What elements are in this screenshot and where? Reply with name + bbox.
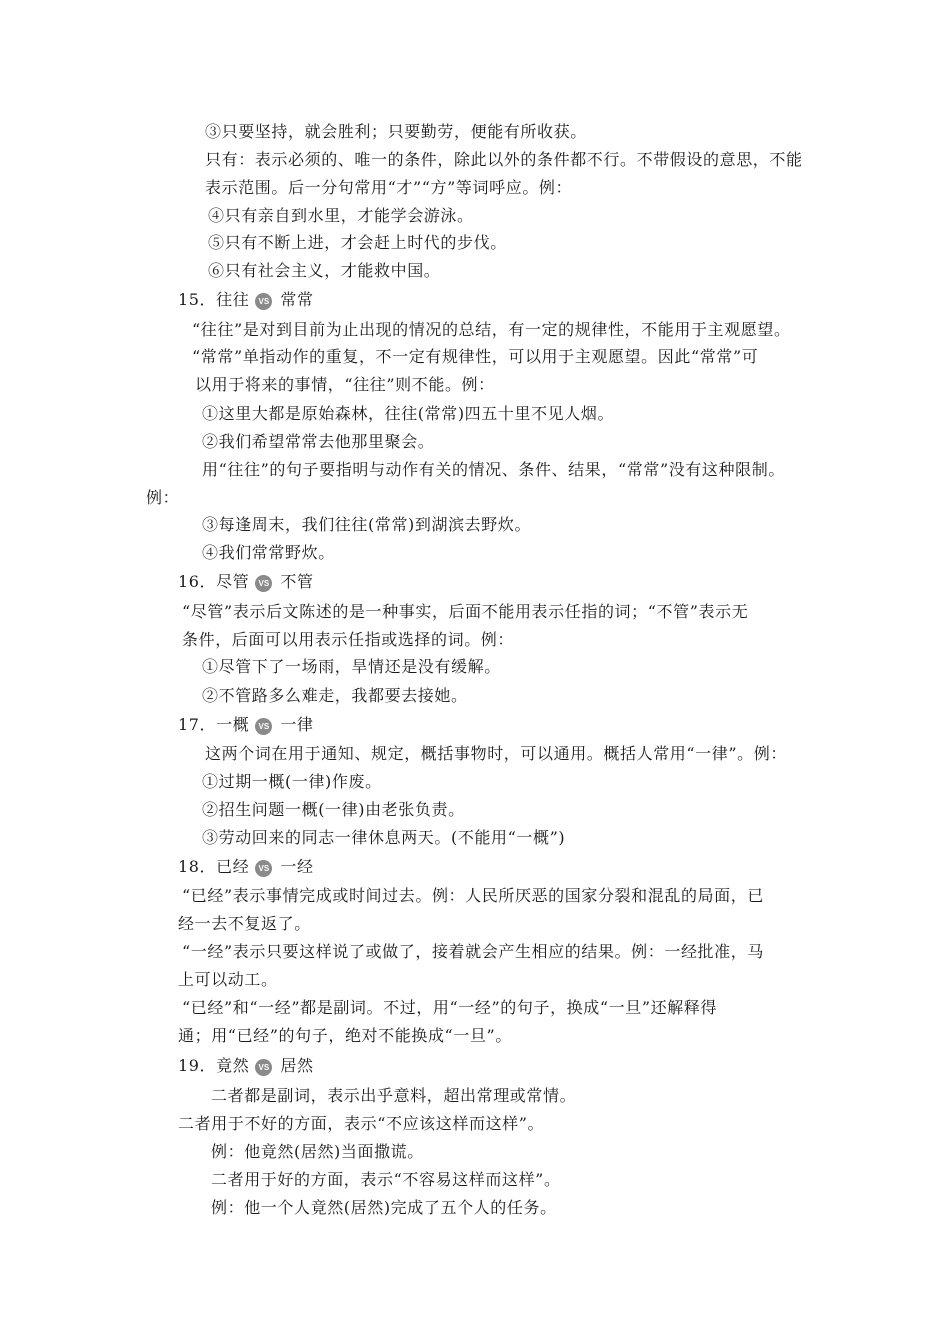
text-line: 二者用于不好的方面，表示“不应该这样而这样”。 [178, 1114, 545, 1133]
text-line: ④我们常常野炊。 [202, 543, 335, 562]
text-line: ①尽管下了一场雨，旱情还是没有缓解。 [202, 657, 501, 676]
text-line: ④只有亲自到水里，才能学会游泳。 [208, 206, 474, 225]
text-line: ①过期一概(一律)作废。 [202, 772, 382, 791]
text-line: 用“往往”的句子要指明与动作有关的情况、条件、结果，“常常”没有这种限制。 [202, 460, 785, 479]
heading-term-left: 已经 [216, 857, 250, 876]
text-line: 只有：表示必须的、唯一的条件，除此以外的条件都不行。不带假设的意思，不能 [205, 150, 803, 169]
text-line: 经一去不复返了。 [178, 914, 311, 933]
text-line: 二者都是副词，表示出乎意料，超出常理或常情。 [211, 1086, 577, 1105]
vs-badge-icon: VS [255, 293, 272, 310]
text-line: “尽管”表示后文陈述的是一种事实，后面不能用表示任指的词；“不管”表示无 [182, 602, 749, 621]
text-line: ②我们希望常常去他那里聚会。 [202, 432, 435, 451]
section-heading-15 [178, 290, 314, 310]
text-line: ②招生问题一概(一律)由老张负责。 [202, 800, 465, 819]
text-line: ③劳动回来的同志一律休息两天。(不能用“一概”) [202, 828, 566, 847]
heading-term-right: 常常 [280, 290, 314, 309]
vs-badge-icon: VS [255, 1059, 272, 1076]
heading-number: 16． [178, 572, 217, 591]
text-line: 这两个词在用于通知、规定，概括事物时，可以通用。概括人常用“一律”。例： [205, 744, 787, 763]
section-heading-16 [178, 572, 314, 592]
heading-term-left: 竟然 [216, 1056, 250, 1075]
text-line: 条件，后面可以用表示任指或选择的词。例： [182, 630, 515, 649]
text-line: 通；用“已经”的句子，绝对不能换成“一旦”。 [178, 1026, 512, 1045]
heading-term-left: 往往 [216, 290, 250, 309]
text-line: ②不管路多么难走，我都要去接她。 [202, 686, 468, 705]
text-line: 例：他一个人竟然(居然)完成了五个人的任务。 [211, 1198, 557, 1217]
heading-term-right: 居然 [280, 1056, 314, 1075]
text-line: “一经”表示只要这样说了或做了，接着就会产生相应的结果。例：一经批准，马 [182, 942, 764, 961]
heading-term-right: 一律 [280, 715, 314, 734]
heading-term-left: 一概 [216, 715, 250, 734]
text-line: “常常”单指动作的重复，不一定有规律性，可以用于主观愿望。因此“常常”可 [192, 347, 759, 366]
heading-term-right: 一经 [280, 857, 314, 876]
text-line: ①这里大都是原始森林，往往(常常)四五十里不见人烟。 [202, 404, 615, 423]
text-line: ⑤只有不断上进，才会赶上时代的步伐。 [208, 233, 507, 252]
heading-term-left: 尽管 [216, 572, 250, 591]
text-line: 例： [146, 488, 180, 507]
text-line: ⑥只有社会主义，才能救中国。 [208, 261, 441, 280]
text-line: 例：他竟然(居然)当面撒谎。 [211, 1142, 424, 1161]
text-line: ③每逢周末，我们往往(常常)到湖滨去野炊。 [202, 515, 532, 534]
vs-badge-icon: VS [255, 860, 272, 877]
heading-number: 15． [178, 290, 217, 309]
section-heading-18 [178, 857, 314, 877]
text-line: “已经”和“一经”都是副词。不过，用“一经”的句子，换成“一旦”还解释得 [182, 998, 718, 1017]
heading-number: 17． [178, 715, 217, 734]
vs-badge-icon: VS [255, 718, 272, 735]
text-line: “已经”表示事情完成或时间过去。例：人民所厌恶的国家分裂和混乱的局面，已 [182, 886, 764, 905]
heading-number: 19． [178, 1056, 217, 1075]
text-line: 上可以动工。 [178, 970, 278, 989]
text-line: “往往”是对到目前为止出现的情况的总结，有一定的规律性，不能用于主观愿望。 [192, 320, 791, 339]
text-line: 二者用于好的方面，表示“不容易这样而这样”。 [211, 1170, 561, 1189]
heading-number: 18． [178, 857, 217, 876]
heading-term-right: 不管 [280, 572, 314, 591]
vs-badge-icon: VS [255, 575, 272, 592]
section-heading-17 [178, 715, 314, 735]
text-line: 以用于将来的事情，“往往”则不能。例： [195, 375, 495, 394]
text-line: ③只要坚持，就会胜利；只要勤劳，便能有所收获。 [205, 122, 587, 141]
text-line: 表示范围。后一分句常用“才”“方”等词呼应。例： [205, 178, 573, 197]
section-heading-19 [178, 1056, 314, 1076]
